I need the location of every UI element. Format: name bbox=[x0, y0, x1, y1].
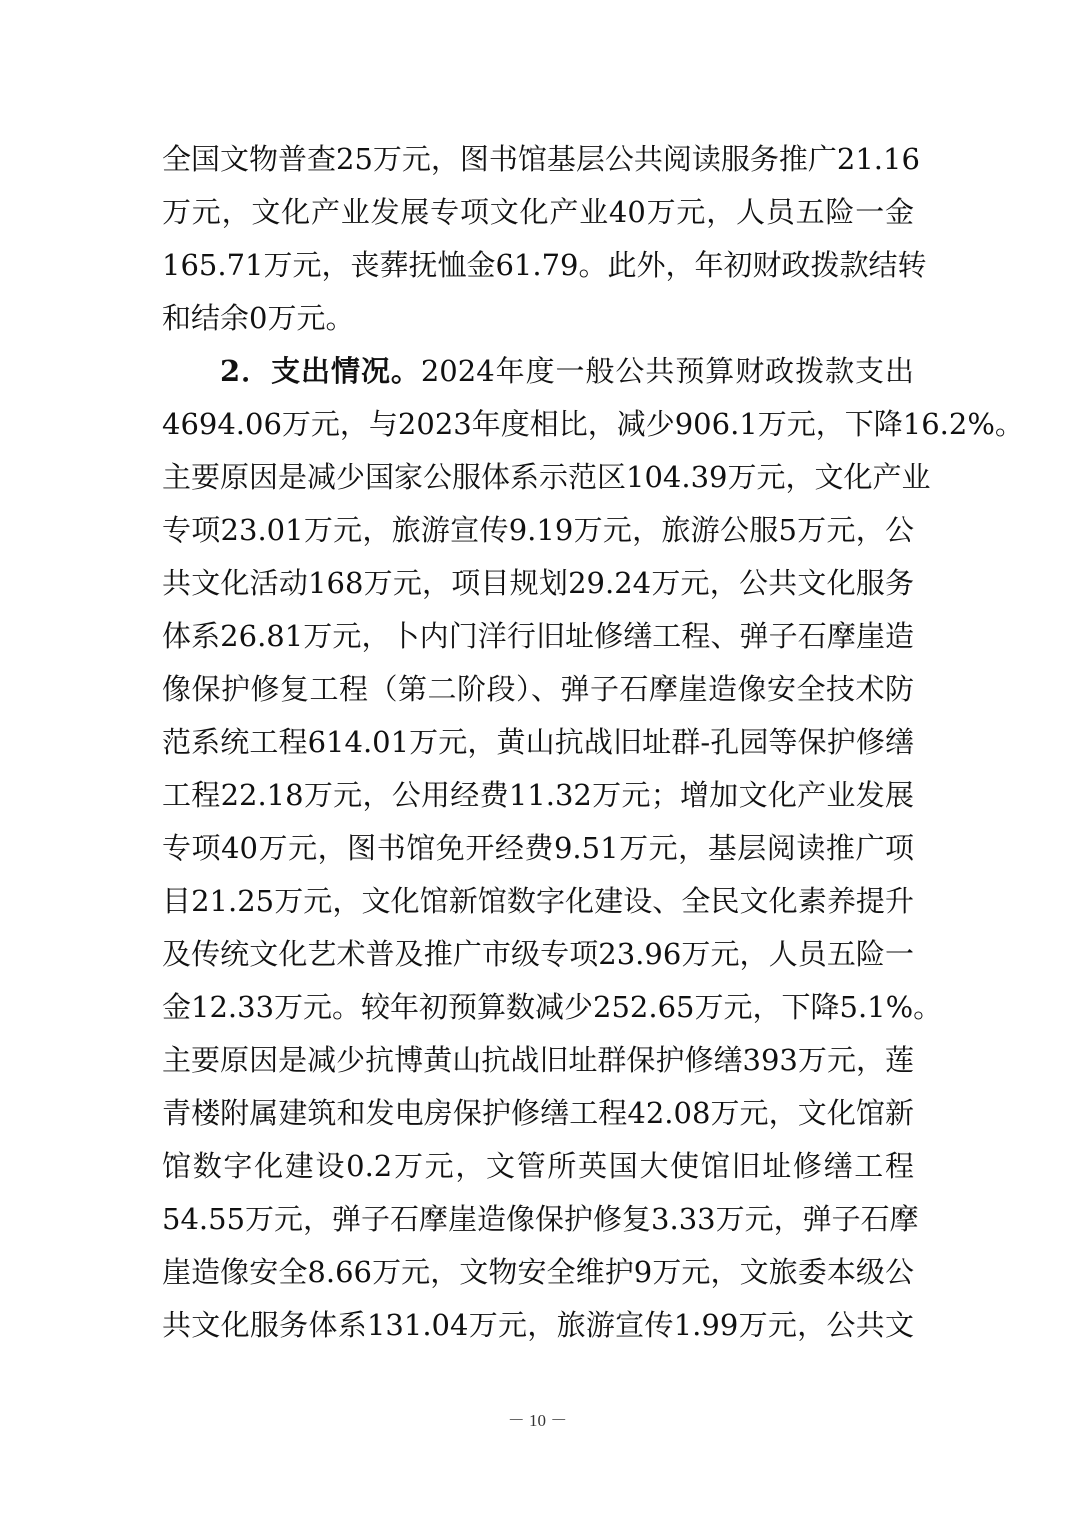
text-line: 4694.06万元，与2023年度相比，减少906.1万元，下降16.2%。 bbox=[162, 407, 1024, 441]
text-line: 及传统文化艺术普及推广市级专项23.96万元，人员五险一 bbox=[162, 937, 914, 971]
text-line: 崖造像安全8.66万元，文物安全维护9万元，文旅委本级公 bbox=[162, 1255, 914, 1289]
text-line: 馆数字化建设0.2万元，文管所英国大使馆旧址修缮工程 bbox=[162, 1149, 914, 1183]
text-line: 全国文物普查25万元，图书馆基层公共阅读服务推广21.16 bbox=[162, 142, 920, 176]
text-line: 共文化服务体系131.04万元，旅游宣传1.99万元，公共文 bbox=[162, 1308, 914, 1342]
text-line: 共文化活动168万元，项目规划29.24万元，公共文化服务 bbox=[162, 566, 914, 600]
text-line: 范系统工程614.01万元，黄山抗战旧址群-孔园等保护修缮 bbox=[162, 725, 914, 759]
text-line: 金12.33万元。较年初预算数减少252.65万元，下降5.1%。 bbox=[162, 990, 943, 1024]
text-line: 目21.25万元，文化馆新馆数字化建设、全民文化素养提升 bbox=[162, 884, 914, 918]
text-line: 工程22.18万元，公用经费11.32万元；增加文化产业发展 bbox=[162, 778, 914, 812]
text-line: 2024年度一般公共预算财政拨款支出 bbox=[420, 354, 914, 388]
text-line: 主要原因是减少国家公服体系示范区104.39万元，文化产业 bbox=[162, 460, 931, 494]
page-number: － 10 － bbox=[507, 1411, 568, 1430]
text-line: 165.71万元，丧葬抚恤金61.79。此外，年初财政拨款结转 bbox=[162, 248, 927, 282]
text-line: 万元，文化产业发展专项文化产业40万元，人员五险一金 bbox=[162, 195, 914, 229]
text-line: 主要原因是减少抗博黄山抗战旧址群保护修缮393万元，莲 bbox=[162, 1043, 914, 1077]
paragraph-first-line bbox=[162, 345, 914, 398]
text-line: 体系26.81万元，卜内门洋行旧址修缮工程、弹子石摩崖造 bbox=[162, 619, 914, 653]
text-line: 专项23.01万元，旅游宣传9.19万元，旅游公服5万元，公 bbox=[162, 513, 914, 547]
section-heading: 2．支出情况。 bbox=[220, 354, 421, 388]
body-text bbox=[162, 133, 1024, 1352]
text-line: 54.55万元，弹子石摩崖造像保护修复3.33万元，弹子石摩 bbox=[162, 1202, 919, 1236]
text-line: 青楼附属建筑和发电房保护修缮工程42.08万元，文化馆新 bbox=[162, 1096, 914, 1130]
text-line: 专项40万元，图书馆免开经费9.51万元，基层阅读推广项 bbox=[162, 831, 914, 865]
text-line: 像保护修复工程（第二阶段）、弹子石摩崖造像安全技术防 bbox=[162, 672, 914, 706]
text-line: 和结余0万元。 bbox=[162, 301, 355, 335]
